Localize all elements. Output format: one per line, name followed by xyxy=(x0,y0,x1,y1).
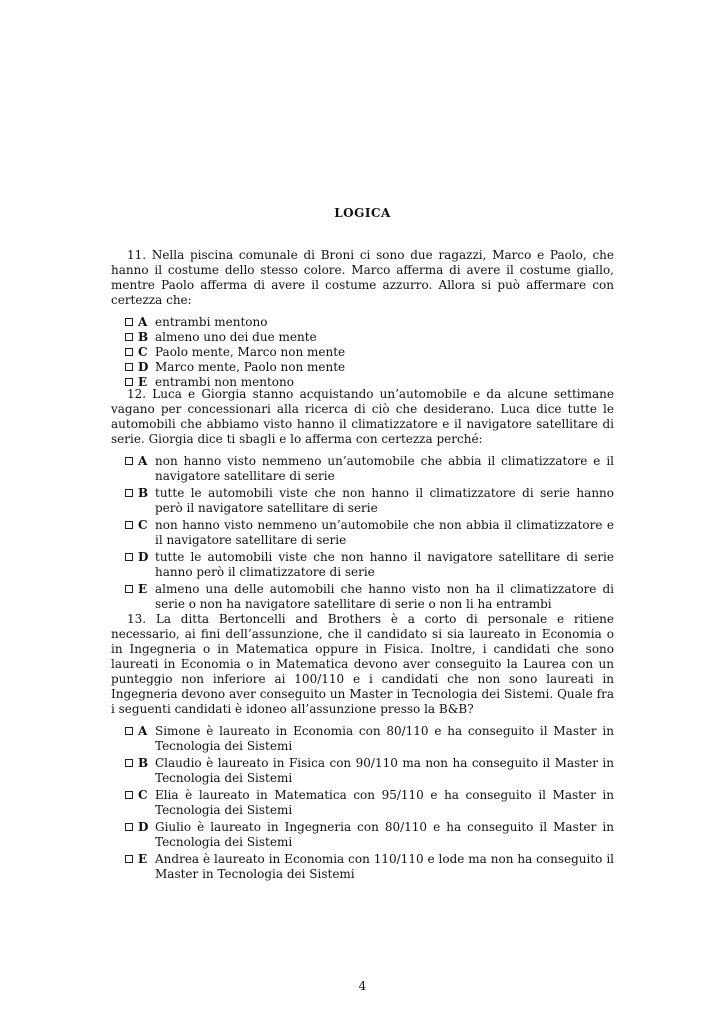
option-text: Paolo mente, Marco non mente xyxy=(155,345,346,359)
option-letter: C xyxy=(138,345,148,359)
checkbox-icon[interactable] xyxy=(125,333,133,341)
option-b[interactable] xyxy=(125,756,614,786)
option-e[interactable] xyxy=(125,582,614,612)
option-c[interactable] xyxy=(125,345,614,360)
answer-options xyxy=(111,724,614,882)
answer-options xyxy=(111,454,614,612)
option-text: non hanno visto nemmeno un’automobile che non abbia il climatizzatore e il navigatore satellitare di serie xyxy=(155,518,614,547)
option-letter: D xyxy=(138,550,149,564)
question-12 xyxy=(111,387,614,614)
checkbox-icon[interactable] xyxy=(125,348,133,356)
option-a[interactable] xyxy=(125,724,614,754)
option-d[interactable] xyxy=(125,360,614,375)
option-letter: D xyxy=(138,820,149,834)
option-text: entrambi non mentono xyxy=(155,375,294,389)
checkbox-icon[interactable] xyxy=(125,363,133,371)
checkbox-icon[interactable] xyxy=(125,855,133,863)
document-page xyxy=(111,0,614,1024)
checkbox-icon[interactable] xyxy=(125,457,133,465)
option-b[interactable] xyxy=(125,486,614,516)
option-text: almeno una delle automobili che hanno visto non ha il climatizzatore di serie o non ha navigatore satellitare di serie o non li ha entrambi xyxy=(155,582,614,611)
checkbox-icon[interactable] xyxy=(125,489,133,497)
question-text: 11. Nella piscina comunale di Broni ci sono due ragazzi, Marco e Paolo, che hanno il costume dello stesso colore. Marco afferma di avere il costume giallo, mentre Paolo afferma di avere il costume azzurro. Allora si può affermare con certezza che: xyxy=(111,248,614,307)
option-b[interactable] xyxy=(125,330,614,345)
checkbox-icon[interactable] xyxy=(125,378,133,386)
option-a[interactable] xyxy=(125,315,614,330)
checkbox-icon[interactable] xyxy=(125,791,133,799)
option-e[interactable] xyxy=(125,852,614,882)
checkbox-icon[interactable] xyxy=(125,759,133,767)
checkbox-icon[interactable] xyxy=(125,553,133,561)
option-letter: D xyxy=(138,360,149,374)
option-text: Elia è laureato in Matematica con 95/110 e ha conseguito il Master in Tecnologia dei Sistemi xyxy=(155,788,614,817)
question-11 xyxy=(111,248,614,390)
answer-options xyxy=(111,315,614,390)
option-text: Marco mente, Paolo non mente xyxy=(155,360,346,374)
checkbox-icon[interactable] xyxy=(125,318,133,326)
option-letter: A xyxy=(138,454,148,468)
option-text: Claudio è laureato in Fisica con 90/110 ma non ha conseguito il Master in Tecnologia dei Sistemi xyxy=(155,756,614,785)
option-c[interactable] xyxy=(125,518,614,548)
option-text: tutte le automobili viste che non hanno il climatizzatore di serie hanno però il navigatore satellitare di serie xyxy=(155,486,614,515)
section-title: LOGICA xyxy=(334,206,391,220)
option-letter: E xyxy=(138,582,148,596)
option-text: non hanno visto nemmeno un’automobile che abbia il climatizzatore e il navigatore satellitare di serie xyxy=(155,454,614,483)
page-number: 4 xyxy=(358,979,367,993)
checkbox-icon[interactable] xyxy=(125,823,133,831)
question-text: 12. Luca e Giorgia stanno acquistando un’automobile e da alcune settimane vagano per concessionari alla ricerca di ciò che desiderano. Luca dice tutte le automobili che abbiamo visto hanno il climatizzatore e il navigatore satellitare di serie. Giorgia dice ti sbagli e lo afferma con certezza perché: xyxy=(111,387,614,446)
option-letter: B xyxy=(138,330,149,344)
option-text: Simone è laureato in Economia con 80/110 e ha conseguito il Master in Tecnologia dei Sistemi xyxy=(155,724,614,753)
option-letter: C xyxy=(138,788,148,802)
option-letter: E xyxy=(138,375,148,389)
option-letter: B xyxy=(138,756,149,770)
option-letter: C xyxy=(138,518,148,532)
option-letter: A xyxy=(138,724,148,738)
option-letter: E xyxy=(138,852,148,866)
option-text: almeno uno dei due mente xyxy=(155,330,317,344)
question-13 xyxy=(111,612,614,884)
option-d[interactable] xyxy=(125,550,614,580)
option-text: Giulio è laureato in Ingegneria con 80/110 e ha conseguito il Master in Tecnologia dei Sistemi xyxy=(155,820,614,849)
question-text: 13. La ditta Bertoncelli and Brothers è a corto di personale e ritiene necessario, ai fini dell’assunzione, che il candidato si sia laureato in Economia o in Ingegneria o in Matematica oppure in Fisica. Inoltre, i candidati che sono laureati in Economia o in Matematica devono aver conseguito la Laurea con un punteggio non inferiore ai 100/110 e i candidati che non sono laureati in Ingegneria devono aver conseguito un Master in Tecnologia dei Sistemi. Quale fra i seguenti candidati è idoneo all’assunzione presso la B&B? xyxy=(111,612,614,716)
option-text: tutte le automobili viste che non hanno il navigatore satellitare di serie hanno però il climatizzatore di serie xyxy=(155,550,614,579)
option-a[interactable] xyxy=(125,454,614,484)
checkbox-icon[interactable] xyxy=(125,727,133,735)
option-letter: B xyxy=(138,486,149,500)
checkbox-icon[interactable] xyxy=(125,585,133,593)
option-letter: A xyxy=(138,315,148,329)
option-text: entrambi mentono xyxy=(155,315,268,329)
option-d[interactable] xyxy=(125,820,614,850)
option-c[interactable] xyxy=(125,788,614,818)
option-text: Andrea è laureato in Economia con 110/110 e lode ma non ha conseguito il Master in Tecnologia dei Sistemi xyxy=(155,852,614,881)
checkbox-icon[interactable] xyxy=(125,521,133,529)
